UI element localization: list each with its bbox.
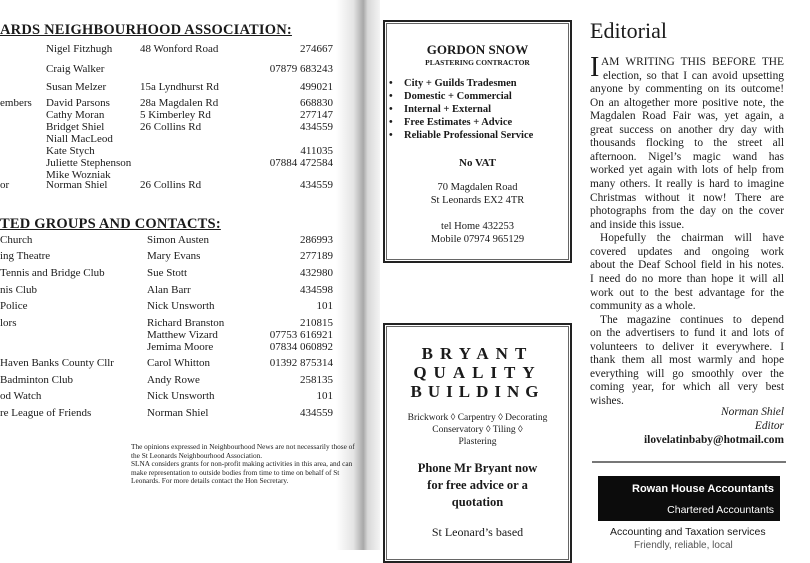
member-name: Bridget Shiel xyxy=(46,121,105,133)
group-name: nis Club xyxy=(0,284,37,296)
ad-address-2: St Leonards EX2 4TR xyxy=(430,195,525,206)
member-phone: 411035 xyxy=(300,145,333,157)
editorial-line: anyone by commenting on its outcome! xyxy=(590,83,784,96)
member-address: 48 Wonford Road xyxy=(140,43,219,55)
member-name: David Parsons xyxy=(46,97,110,109)
group-contact: Carol Whitton xyxy=(147,357,211,369)
group-phone: 258135 xyxy=(300,374,333,386)
ad-bullet-text: Free Estimates + Advice xyxy=(404,117,513,128)
group-name: re League of Friends xyxy=(0,407,92,419)
bryant-title-3: BUILDING xyxy=(410,382,545,401)
member-phone: 668830 xyxy=(300,97,333,109)
editorial-line: great success on another dry day with xyxy=(590,123,784,136)
group-contact: Jemima Moore xyxy=(147,341,214,353)
group-phone: 210815 xyxy=(300,317,333,329)
editorial-line: AM WRITING THIS BEFORE THE xyxy=(601,56,784,68)
group-contact: Matthew Vizard xyxy=(147,329,218,341)
drop-cap: I xyxy=(590,52,600,83)
editorial-line: thank them all most warmly and hope xyxy=(590,354,784,367)
group-name: Tennis and Bridge Club xyxy=(0,267,105,279)
editorial-line: On an altogether more positive note, the xyxy=(590,96,784,109)
divider xyxy=(592,461,786,463)
gordon-snow-ad xyxy=(383,20,572,263)
ad-bullet-text: Domestic + Commercial xyxy=(404,91,512,102)
editorial-line: Christmas without it now! There are xyxy=(590,191,784,204)
member-name: Craig Walker xyxy=(46,63,105,75)
editorial-line: covered updates and ongoing work xyxy=(590,245,784,258)
ad-bullet: • Internal + External xyxy=(389,104,492,115)
member-address: 15a Lyndhurst Rd xyxy=(140,81,219,93)
rowan-title: Rowan House Accountants xyxy=(632,483,774,495)
group-name: ing Theatre xyxy=(0,250,51,262)
groups-heading: TED GROUPS AND CONTACTS: xyxy=(0,216,221,232)
member-phone: 434559 xyxy=(300,121,333,133)
bryant-title-2: QUALITY xyxy=(413,363,542,382)
bryant-title-1: BRYANT xyxy=(421,344,534,363)
group-phone: 432980 xyxy=(300,267,333,279)
editorial-line: on the advertisers to fund it and lots of xyxy=(590,327,784,340)
group-phone: 277189 xyxy=(300,250,333,262)
group-contact: Sue Stott xyxy=(147,267,188,279)
editorial-line: many others. It really is hard to imagine xyxy=(590,178,784,191)
member-name: Niall MacLeod xyxy=(46,133,113,145)
member-name: Norman Shiel xyxy=(46,179,108,191)
ad-address-1: 70 Magdalen Road xyxy=(437,182,518,193)
rowan-ad-banner xyxy=(598,476,780,521)
rowan-subtitle: Chartered Accountants xyxy=(667,504,774,516)
member-name: Kate Stych xyxy=(46,145,95,157)
editorial-line: everything will go smoothly over the xyxy=(590,367,784,380)
editorial-author: Norman Shiel xyxy=(721,406,784,418)
group-contact: Alan Barr xyxy=(147,284,191,296)
member-name: Mike Wozniak xyxy=(46,169,111,181)
group-contact: Norman Shiel xyxy=(147,407,209,419)
group-contact: Simon Austen xyxy=(147,234,210,246)
group-contact: Nick Unsworth xyxy=(147,390,215,402)
group-phone: 101 xyxy=(316,390,333,402)
member-address: 5 Kimberley Rd xyxy=(140,109,211,121)
editorial-title: Editorial xyxy=(590,18,667,43)
member-name: Nigel Fitzhugh xyxy=(46,43,113,55)
editorial-line: work out to the best advantage for the xyxy=(590,286,784,299)
ad-bullet-text: Reliable Professional Service xyxy=(404,130,534,141)
group-contact: Andy Rowe xyxy=(147,374,200,386)
bryant-call-1: Phone Mr Bryant now xyxy=(417,461,538,475)
group-phone: 07834 060892 xyxy=(269,341,333,353)
group-phone: 01392 875314 xyxy=(269,357,333,369)
editorial-email[interactable]: ilovelatinbaby@hotmail.com xyxy=(643,434,784,446)
editorial-line: about the Deaf School field in his notes. xyxy=(590,259,784,272)
ad-phone-home: tel Home 432253 xyxy=(441,221,514,232)
editorial-line: photographs from the day on the cover xyxy=(590,205,784,218)
editorial-line: wishes. xyxy=(590,395,624,407)
rowan-tagline: Friendly, reliable, local xyxy=(634,540,733,551)
member-phone: 499021 xyxy=(300,81,333,93)
association-heading: ARDS NEIGHBOURHOOD ASSOCIATION: xyxy=(0,22,292,38)
disclaimer xyxy=(131,443,356,486)
bryant-services-1: Brickwork ◊ Carpentry ◊ Decorating xyxy=(407,413,548,423)
group-phone: 434598 xyxy=(300,284,333,296)
member-role: or xyxy=(0,179,10,191)
editorial-line: and inside this issue. xyxy=(590,218,685,231)
bryant-call-2: for free advice or a xyxy=(427,478,528,492)
member-name: Cathy Moran xyxy=(46,109,105,121)
disclaimer-opinions: The opinions expressed in Neighbourhood News are not necessarily those of the St Leonards Neighbourhood Association. xyxy=(131,442,355,460)
member-phone: 07879 683243 xyxy=(269,63,333,75)
editorial-line: Hopefully the chairman will have xyxy=(600,232,784,245)
group-contact: Mary Evans xyxy=(147,250,201,262)
bryant-services-3: Plastering xyxy=(458,437,497,447)
member-name: Susan Melzer xyxy=(46,81,107,93)
member-address: 28a Magdalen Rd xyxy=(140,97,219,109)
member-phone: 274667 xyxy=(300,43,333,55)
member-address: 26 Collins Rd xyxy=(140,121,202,133)
ad-title: GORDON SNOW xyxy=(426,42,529,57)
ad-bullet: • Free Estimates + Advice xyxy=(389,117,513,128)
ad-bullet: • Domestic + Commercial xyxy=(389,91,512,102)
editorial-line: Magdalen Road Fair was, yet again, a xyxy=(590,110,784,123)
bryant-call-3: quotation xyxy=(451,495,504,509)
group-name: lors xyxy=(0,317,17,329)
ad-phone-mobile: Mobile 07974 965129 xyxy=(430,234,525,245)
ad-bullet: • City + Guilds Tradesmen xyxy=(389,78,517,89)
ad-subtitle: PLASTERING CONTRACTOR xyxy=(425,58,530,67)
group-name: Badminton Club xyxy=(0,374,74,386)
rowan-services: Accounting and Taxation services xyxy=(610,526,766,538)
group-phone: 286993 xyxy=(300,234,333,246)
editorial-line: volunteers to deliver it everywhere. I xyxy=(590,340,784,353)
bryant-services-2: Conservatory ◊ Tiling ◊ xyxy=(432,425,523,435)
member-role: embers xyxy=(0,97,32,109)
member-address: 26 Collins Rd xyxy=(140,179,202,191)
group-contact: Richard Branston xyxy=(147,317,225,329)
editorial-line: afternoon. Nigel’s magic wand has xyxy=(590,150,784,163)
member-phone: 07884 472584 xyxy=(269,157,333,169)
group-phone: 101 xyxy=(316,300,333,312)
group-phone: 07753 616921 xyxy=(269,329,333,341)
member-phone: 434559 xyxy=(300,179,333,191)
member-name: Juliette Stephenson xyxy=(46,157,132,169)
editorial-line: community as a whole. xyxy=(590,300,696,313)
editorial-line: coming year, for which all very best xyxy=(590,381,784,394)
editorial-line: thousands flocking to the street all xyxy=(590,137,784,150)
ad-vat: No VAT xyxy=(459,157,496,169)
group-name: Haven Banks County Cllr xyxy=(0,357,114,369)
editorial-line: I need do no more than hope it will all xyxy=(590,272,784,285)
editorial-line: worked yet again with lots of help from xyxy=(590,164,784,177)
editorial-line: election, so that I can avoid upsetting xyxy=(603,69,784,82)
group-name: Police xyxy=(0,300,28,312)
bryant-based: St Leonard’s based xyxy=(431,525,524,539)
ad-bullet-text: Internal + External xyxy=(404,104,492,115)
bryant-ad xyxy=(383,323,572,563)
group-name: od Watch xyxy=(0,390,42,402)
group-phone: 434559 xyxy=(300,407,333,419)
member-phone: 277147 xyxy=(300,109,333,121)
editorial-author-role: Editor xyxy=(754,420,784,432)
disclaimer-grants: SLNA considers grants for non-profit making activities in this area, and can make representation to outside bodies from time to time on behalf of St Leonards. For more details contact the Hon Secretary. xyxy=(131,459,353,486)
group-name: Church xyxy=(0,234,33,246)
editorial-line: The magazine continues to depend xyxy=(600,313,784,326)
ad-bullet-text: City + Guilds Tradesmen xyxy=(404,78,517,89)
group-contact: Nick Unsworth xyxy=(147,300,215,312)
ad-bullet: • Reliable Professional Service xyxy=(389,130,534,141)
